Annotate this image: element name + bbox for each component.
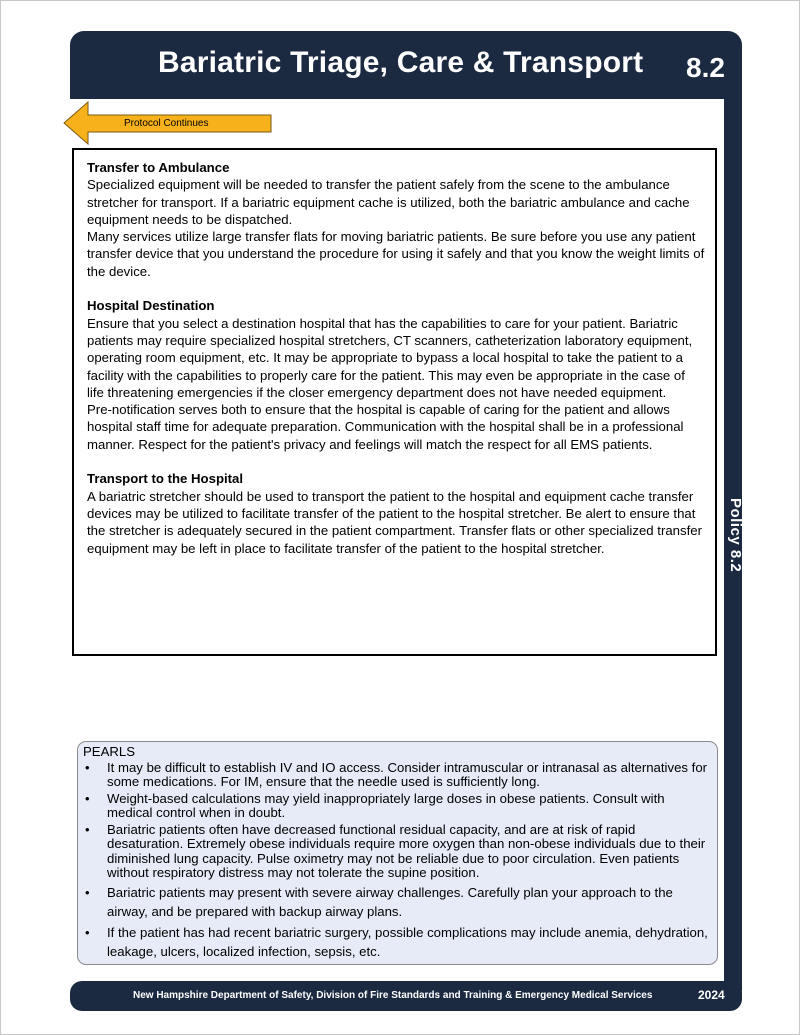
- pearls-title: PEARLS: [83, 744, 136, 759]
- protocol-number: 8.2: [686, 52, 725, 83]
- section-paragraph: Many services utilize large transfer flats for moving bariatric patients. Be sure before you use any patient transfer device that you understand the procedure for using it safely and that you know the weight limits of the device.: [87, 229, 705, 279]
- section-title-hospital-destination: Hospital Destination: [87, 298, 215, 314]
- bullet-icon: •: [85, 759, 90, 775]
- content-box: [72, 148, 717, 656]
- section-paragraph: A bariatric stretcher should be used to transport the patient to the hospital and equipment cache transfer devices may be utilized to facilitate transfer of the patient to the hospital stretcher. Be alert to ensure that the stretcher is adequately secured in the patient compartment. Transfer flats or other specialized transfer equipment may be left in place to facilitate transfer of the patient to the hospital stretcher.: [87, 488, 702, 556]
- footer-year: 2024: [698, 988, 725, 1002]
- protocol-continues-label: Protocol Continues: [124, 118, 209, 129]
- list-item: [83, 883, 711, 921]
- section-paragraph: Pre-notification serves both to ensure that the hospital is capable of caring for the patient and allows hospital staff time for adequate preparation. Communication with the hospital shall be in a professional manner. Respect for the patient's privacy and feelings will match the respect for all EMS patients.: [87, 402, 684, 452]
- pearls-list: [83, 761, 711, 961]
- pearl-text: It may be difficult to establish IV and IO access. Consider intramuscular or intranasal as alternatives for some medications. For IM, ensure that the needle used is sufficiently long.: [107, 759, 708, 789]
- list-item: [83, 823, 711, 881]
- pearl-text: Bariatric patients may present with severe airway challenges. Carefully plan your approach to the airway, and be prepared with backup airway plans.: [107, 884, 673, 919]
- page-title: Bariatric Triage, Care & Transport: [158, 46, 644, 79]
- bullet-icon: •: [85, 790, 90, 806]
- pearls-box: [77, 741, 718, 965]
- pearl-text: If the patient has had recent bariatric surgery, possible complications may include anemia, dehydration, leakage, ulcers, localized infection, sepsis, etc.: [107, 924, 708, 959]
- list-item: [83, 761, 711, 790]
- side-policy-label: Policy 8.2: [727, 498, 744, 573]
- pearl-text: Bariatric patients often have decreased functional residual capacity, and are at risk of rapid desaturation. Extremely obese individuals require more oxygen than non-obese individuals due to their diminished lung capacity. Pulse oximetry may not be reliable due to poor circulation. Even patients without respiratory distress may not tolerate the supine position.: [107, 821, 706, 880]
- footer-text: New Hampshire Department of Safety, Division of Fire Standards and Training & Emergency Medical Services: [133, 990, 653, 1001]
- bullet-icon: •: [85, 924, 90, 940]
- list-item: [83, 923, 711, 961]
- bullet-icon: •: [85, 821, 90, 837]
- section-paragraph: Specialized equipment will be needed to transfer the patient safely from the scene to the ambulance stretcher for transport. If a bariatric equipment cache is utilized, both the bariatric ambulance and cache equipment needs to be dispatched.: [87, 177, 690, 227]
- section-title-transport: Transport to the Hospital: [87, 471, 244, 487]
- list-item: [83, 792, 711, 821]
- section-paragraph: Ensure that you select a destination hospital that has the capabilities to care for your patient. Bariatric patients may require specialized hospital stretchers, CT scanners, catheterization laboratory equipment, operating room equipment, etc. It may be appropriate to bypass a local hospital to take the patient to a facility with the capabilities to properly care for the patient. This may even be appropriate in the case of life threatening emergencies if the closer emergency department does not have needed equipment.: [87, 315, 693, 400]
- section-title-transfer: Transfer to Ambulance: [87, 160, 230, 175]
- bullet-icon: •: [85, 884, 90, 900]
- pearl-text: Weight-based calculations may yield inappropriately large doses in obese patients. Consult with medical control when in doubt.: [107, 790, 665, 820]
